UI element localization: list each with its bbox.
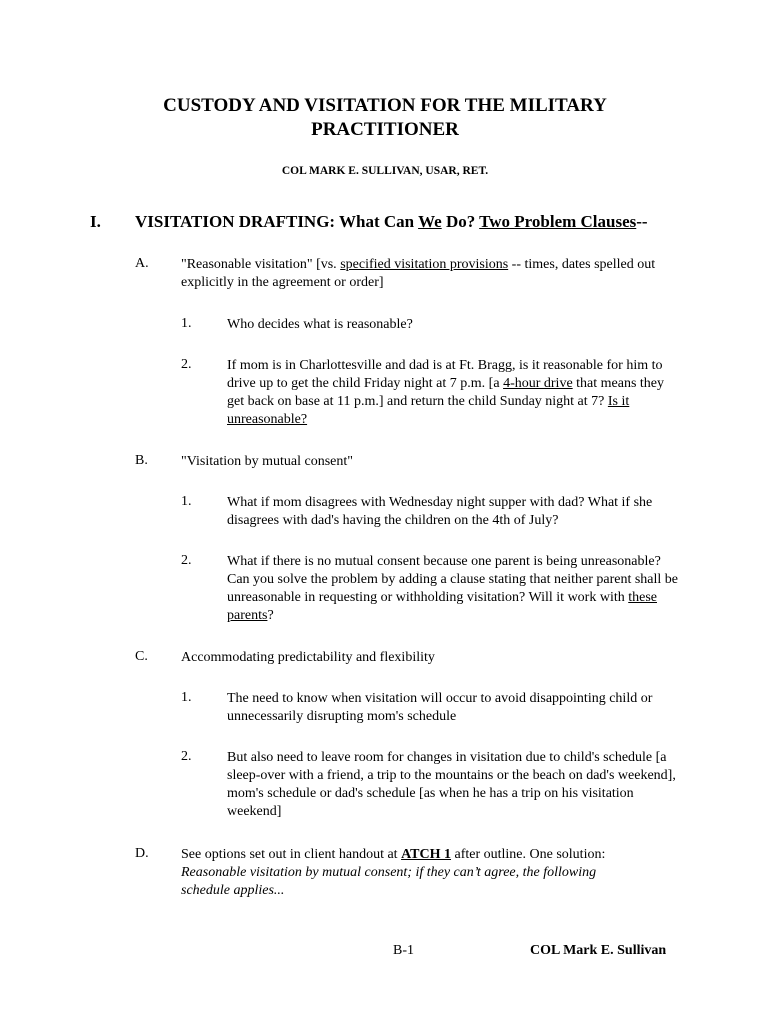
item-d-text-post: after outline. One solution: bbox=[451, 847, 606, 862]
item-c-letter: C. bbox=[135, 649, 148, 664]
item-a2-text-underlined-1: 4-hour drive bbox=[503, 376, 573, 391]
item-b2-text-post: ? bbox=[267, 608, 274, 623]
item-b1-number: 1. bbox=[181, 494, 192, 509]
item-b2-text-pre: What if there is no mutual consent because one parent is being unreasonable? Can you solve the problem by adding a clause stating that neither parent shall be unreasonable in requesting or withholding visitation? Will it work with bbox=[227, 554, 678, 605]
item-b-text: "Visitation by mutual consent" bbox=[181, 454, 353, 469]
section-number: I. bbox=[90, 212, 101, 231]
title-line-1: CUSTODY AND VISITATION FOR THE MILITARY bbox=[163, 95, 607, 116]
item-c1-number: 1. bbox=[181, 690, 192, 705]
item-b2-text-underlined: these parents bbox=[227, 590, 657, 623]
item-a2-text-underlined-2: Is it unreasonable? bbox=[227, 394, 630, 427]
item-c1-text: The need to know when visitation will occur to avoid disappointing child or unnecessarily disrupting mom's schedule bbox=[227, 691, 653, 724]
section-heading-we: We bbox=[418, 212, 442, 231]
section-heading bbox=[135, 212, 648, 232]
item-a2-number: 2. bbox=[181, 357, 192, 372]
item-d-italic-text: Reasonable visitation by mutual consent; if they can’t agree, the following schedule applies... bbox=[181, 865, 597, 898]
section-heading-part1: VISITATION DRAFTING: What Can bbox=[135, 212, 419, 231]
item-b-letter: B. bbox=[135, 453, 148, 468]
item-c2-number: 2. bbox=[181, 749, 192, 764]
item-a-text-underlined: specified visitation provisions bbox=[340, 257, 509, 272]
item-c-text: Accommodating predictability and flexibility bbox=[181, 650, 435, 665]
item-a2-text bbox=[227, 357, 682, 429]
item-b2-number: 2. bbox=[181, 553, 192, 568]
item-a-text bbox=[181, 256, 681, 292]
author-line: COL MARK E. SULLIVAN, USAR, RET. bbox=[281, 165, 489, 177]
item-b1-text: What if mom disagrees with Wednesday night supper with dad? What if she disagrees with dad's having the children on the 4th of July? bbox=[227, 495, 653, 528]
item-d-letter: D. bbox=[135, 846, 149, 861]
item-a2-text-mid: that means they get back on base at 11 p.m.] and return the child Sunday night at 7? bbox=[227, 376, 665, 409]
section-heading-end: -- bbox=[636, 212, 648, 231]
section-heading-part2: Do? bbox=[441, 212, 480, 231]
footer-author: COL Mark E. Sullivan bbox=[530, 943, 667, 958]
document-title bbox=[0, 94, 770, 142]
title-line-2: PRACTITIONER bbox=[311, 119, 459, 140]
section-heading-clauses: Two Problem Clauses bbox=[479, 212, 637, 231]
page-number: B-1 bbox=[393, 943, 414, 958]
item-a1-text: Who decides what is reasonable? bbox=[227, 317, 413, 332]
item-d-text bbox=[181, 846, 641, 900]
item-a-text-post: -- times, dates spelled out explicitly in the agreement or order] bbox=[181, 257, 656, 290]
item-a1-number: 1. bbox=[181, 316, 192, 331]
item-d-attachment-ref: ATCH 1 bbox=[401, 847, 451, 862]
item-a-letter: A. bbox=[135, 256, 149, 271]
item-c2-text: But also need to leave room for changes in visitation due to child's schedule [a sleep-over with a friend, a trip to the mountains or the beach on dad's weekend], mom's schedule or dad's schedule [as when he has a trip on his visitation weekend] bbox=[227, 750, 676, 819]
item-a2-text-pre: If mom is in Charlottesville and dad is at Ft. Bragg, is it reasonable for him to drive up to get the child Friday night at 7 p.m. [a bbox=[227, 358, 663, 391]
item-d-text-pre: See options set out in client handout at bbox=[181, 847, 402, 862]
item-b2-text bbox=[227, 553, 682, 625]
item-a-text-pre: "Reasonable visitation" [vs. bbox=[181, 257, 341, 272]
